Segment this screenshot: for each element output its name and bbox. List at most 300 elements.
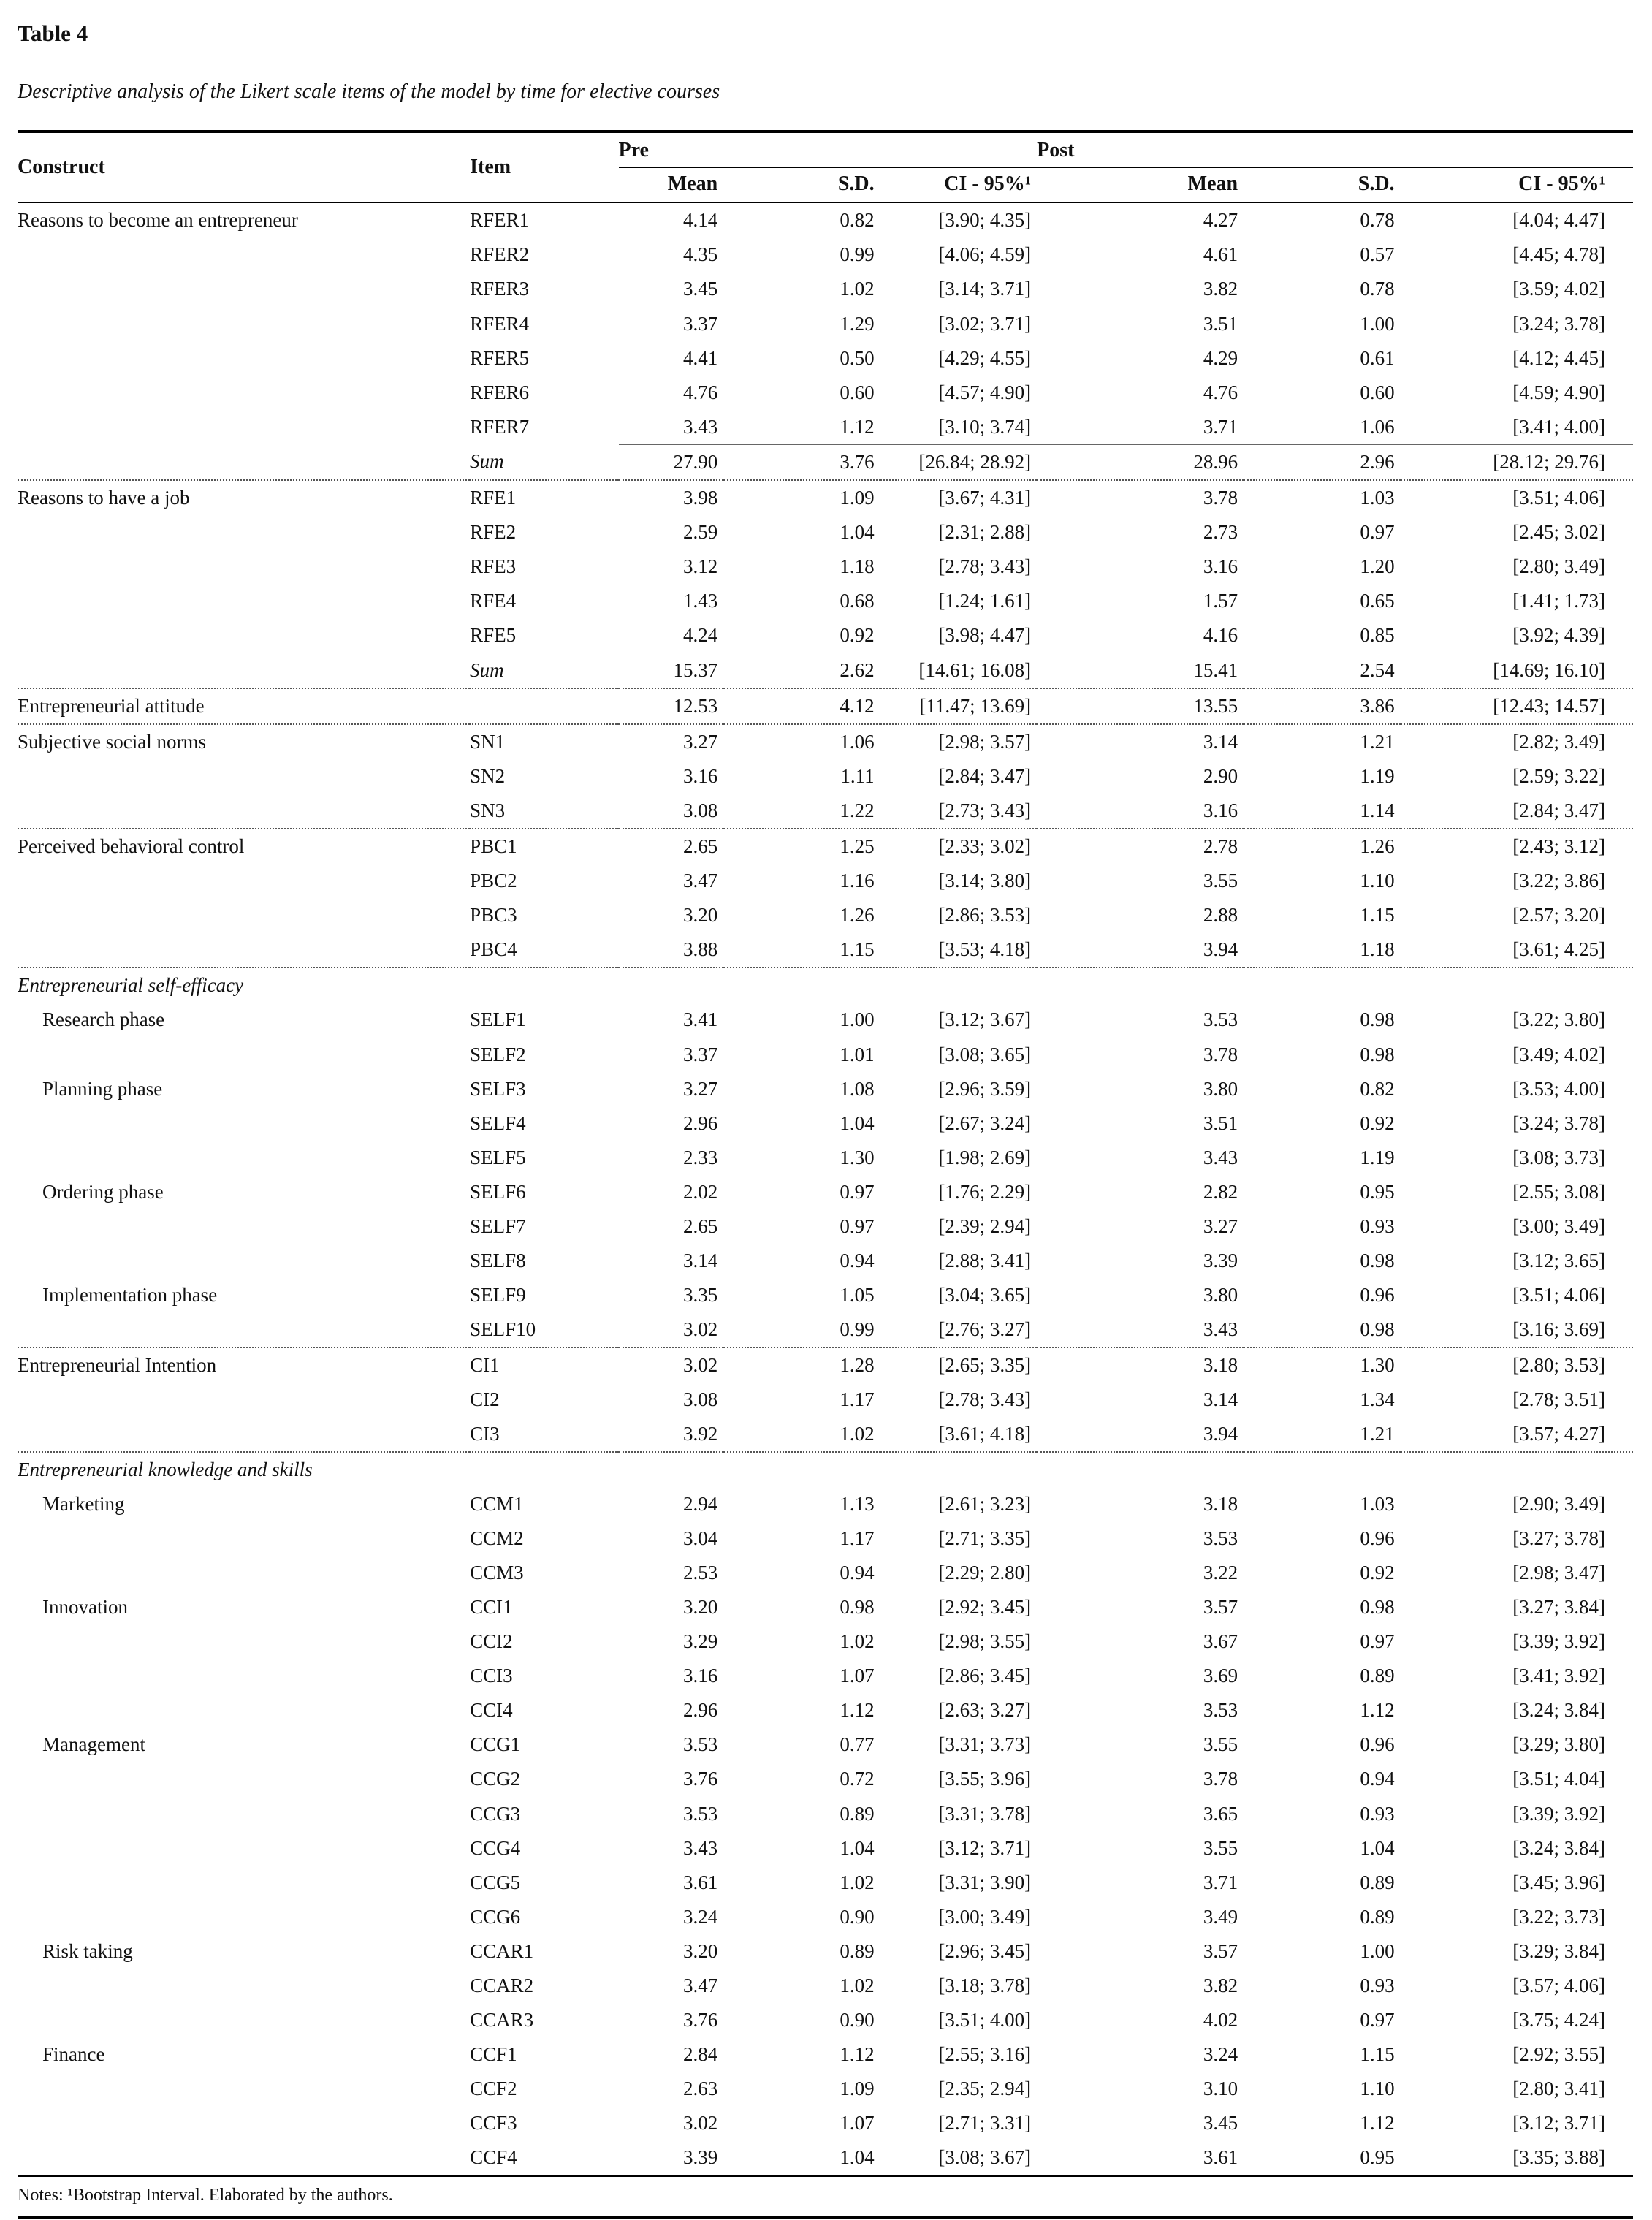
construct-cell: Reasons to have a job [18, 480, 470, 515]
item-cell: SELF4 [470, 1111, 526, 1134]
value-cell-pre-sd: 1.06 [723, 724, 880, 759]
value-cell-pre-mean: 3.53 [682, 1802, 718, 1825]
value-cell-pre-mean: 4.35 [682, 243, 718, 266]
value-cell-post-sd: 0.92 [1360, 1111, 1395, 1134]
construct-cell [18, 618, 470, 653]
table-row [18, 1278, 1633, 1312]
construct-cell [18, 2003, 470, 2037]
table-row [18, 1106, 1633, 1141]
value-cell-post-ci: [3.39; 3.92] [1512, 1630, 1605, 1653]
table-row [18, 202, 1633, 237]
value-cell-post-sd: 0.93 [1360, 1974, 1395, 1996]
item-cell: SELF1 [470, 1008, 526, 1031]
value-cell-post-mean: 3.57 [1203, 1596, 1238, 1619]
value-cell-post-ci: [3.61; 4.25] [1512, 938, 1605, 961]
value-cell-pre-ci: [2.84; 3.47] [938, 765, 1032, 788]
value-cell-pre-sd: 1.04 [840, 2146, 875, 2168]
value-cell-pre-ci: [1.98; 2.69] [938, 1146, 1032, 1168]
descriptive-stats-table [18, 130, 1633, 2177]
table-row [18, 2003, 1633, 2037]
value-cell-pre-ci: [3.51; 4.00] [938, 2008, 1032, 2031]
value-cell-pre-mean: 2.59 [682, 520, 718, 543]
item-cell: RFE2 [470, 520, 517, 543]
value-cell-post-mean: 3.16 [1203, 799, 1238, 822]
col-header-pre-sd: S.D. [723, 167, 880, 202]
value-cell-pre-mean: 2.63 [682, 2077, 718, 2099]
value-cell-pre-mean: 3.35 [682, 1283, 718, 1306]
construct-cell: Planning phase [42, 1077, 163, 1100]
value-cell-post-ci: [4.45; 4.78] [1512, 243, 1605, 266]
value-cell-pre-sd: 1.02 [840, 1630, 875, 1653]
value-cell-post-mean: 13.55 [1037, 688, 1244, 724]
value-cell-pre-sd: 0.60 [840, 381, 875, 403]
value-cell-post-mean: 2.90 [1203, 765, 1238, 788]
value-cell-post-sd: 0.98 [1360, 1043, 1395, 1065]
value-cell-post-sd: 1.10 [1360, 870, 1395, 892]
value-cell-pre-sd: 1.02 [840, 278, 875, 300]
construct-cell: Finance [42, 2042, 105, 2065]
table-row [18, 724, 1633, 759]
item-cell: CCI1 [470, 1596, 513, 1619]
value-cell-post-ci: [2.98; 3.47] [1512, 1562, 1605, 1584]
value-cell-post-sd: 1.21 [1360, 1423, 1395, 1445]
value-cell-pre-ci: [26.84; 28.92] [880, 444, 1037, 480]
table-row [18, 1487, 1633, 1521]
construct-cell [18, 1693, 470, 1727]
value-cell-pre-mean: 1.43 [682, 589, 718, 612]
value-cell-post-ci: [3.27; 3.84] [1512, 1596, 1605, 1619]
table-row [18, 1727, 1633, 1762]
value-cell-post-ci: [3.12; 3.65] [1512, 1249, 1605, 1271]
value-cell-post-ci: [4.12; 4.45] [1512, 346, 1605, 369]
construct-cell [18, 759, 470, 794]
construct-cell: Subjective social norms [18, 724, 470, 759]
value-cell-pre-ci: [2.39; 2.94] [938, 1214, 1032, 1237]
value-cell-post-sd: 0.82 [1360, 1077, 1395, 1100]
value-cell-pre-sd: 1.12 [840, 415, 875, 438]
item-cell: RFE5 [470, 624, 517, 647]
construct-cell [18, 307, 470, 341]
value-cell-pre-sd: 1.15 [840, 938, 875, 961]
value-cell-pre-sd: 0.50 [840, 346, 875, 369]
value-cell-pre-mean: 2.53 [682, 1562, 718, 1584]
value-cell-post-ci: [28.12; 29.76] [1401, 444, 1633, 480]
value-cell-pre-sd: 0.98 [840, 1596, 875, 1619]
item-cell: CI2 [470, 1388, 500, 1410]
construct-cell [18, 1209, 470, 1244]
item-cell: PBC1 [470, 829, 618, 864]
value-cell-post-ci: [3.53; 4.00] [1512, 1077, 1605, 1100]
item-cell: SELF9 [470, 1283, 526, 1306]
item-cell: CCG5 [470, 1871, 521, 1893]
table-body [18, 202, 1633, 2175]
value-cell-post-sd: 0.92 [1360, 1562, 1395, 1584]
item-cell: CCAR1 [470, 1939, 534, 1962]
item-cell: SELF2 [470, 1043, 526, 1065]
table-row [18, 272, 1633, 306]
construct-cell [18, 444, 470, 480]
table-notes: Notes: ¹Bootstrap Interval. Elaborated by the authors. [18, 2186, 393, 2205]
value-cell-pre-sd: 1.08 [840, 1077, 875, 1100]
item-cell: RFE4 [470, 589, 517, 612]
table-row [18, 1003, 1633, 1037]
value-cell-post-ci: [3.24; 3.78] [1512, 312, 1605, 335]
value-cell-post-mean: 3.53 [1203, 1008, 1238, 1031]
value-cell-pre-sd: 1.30 [840, 1146, 875, 1168]
value-cell-pre-mean: 3.47 [682, 870, 718, 892]
table-row [18, 1969, 1633, 2003]
value-cell-post-mean: 3.57 [1203, 1939, 1238, 1962]
table-row [18, 550, 1633, 584]
item-cell: CCM1 [470, 1493, 524, 1516]
value-cell-post-mean: 3.67 [1203, 1630, 1238, 1653]
value-cell-post-ci: [2.82; 3.49] [1401, 724, 1633, 759]
construct-cell [18, 272, 470, 306]
value-cell-post-mean: 3.69 [1203, 1665, 1238, 1687]
value-cell-pre-ci: [2.71; 3.31] [938, 2111, 1032, 2134]
value-cell-post-ci: [12.43; 14.57] [1401, 688, 1633, 724]
table-row [18, 2072, 1633, 2106]
value-cell-pre-ci: [2.96; 3.59] [938, 1077, 1032, 1100]
construct-cell [18, 1624, 470, 1659]
item-cell: CCG2 [470, 1768, 521, 1790]
value-cell-post-ci: [1.41; 1.73] [1512, 589, 1605, 612]
table-row [18, 1417, 1633, 1452]
value-cell-post-mean: 3.51 [1203, 312, 1238, 335]
value-cell-pre-sd: 0.97 [840, 1180, 875, 1203]
value-cell-pre-mean: 3.37 [682, 312, 718, 335]
value-cell-pre-mean: 3.45 [682, 278, 718, 300]
value-cell-pre-ci: [2.63; 3.27] [938, 1699, 1032, 1722]
value-cell-pre-mean: 3.61 [682, 1871, 718, 1893]
value-cell-pre-ci: [2.78; 3.43] [938, 1388, 1032, 1410]
value-cell-pre-mean: 2.84 [682, 2042, 718, 2065]
value-cell-post-ci: [2.55; 3.08] [1512, 1180, 1605, 1203]
value-cell-post-mean: 3.80 [1203, 1077, 1238, 1100]
value-cell-post-mean: 3.55 [1203, 1733, 1238, 1756]
value-cell-post-mean: 3.27 [1203, 1214, 1238, 1237]
value-cell-post-ci: [2.57; 3.20] [1512, 904, 1605, 927]
value-cell-pre-mean: 3.39 [682, 2146, 718, 2168]
value-cell-pre-ci: [3.31; 3.78] [938, 1802, 1032, 1825]
value-cell-pre-ci: [2.98; 3.55] [938, 1630, 1032, 1653]
value-cell-post-ci: [3.45; 3.96] [1512, 1871, 1605, 1893]
construct-cell [18, 1659, 470, 1693]
value-cell-post-mean: 4.16 [1203, 623, 1238, 646]
value-cell-post-sd: 0.85 [1360, 623, 1395, 646]
col-header-pre-ci: CI - 95%¹ [880, 167, 1037, 202]
value-cell-post-sd: 1.04 [1360, 1836, 1395, 1859]
construct-cell [18, 932, 470, 968]
value-cell-post-sd: 0.96 [1360, 1527, 1395, 1550]
item-cell: CCF1 [470, 2042, 517, 2065]
construct-cell: Entrepreneurial attitude [18, 688, 470, 724]
item-cell: CCI3 [470, 1665, 513, 1687]
value-cell-post-sd: 0.57 [1360, 243, 1395, 266]
value-cell-pre-sd: 0.68 [840, 589, 875, 612]
value-cell-pre-mean: 3.37 [682, 1043, 718, 1065]
table-row [18, 1038, 1633, 1072]
value-cell-post-sd: 1.15 [1360, 2042, 1395, 2065]
value-cell-pre-ci: [3.14; 3.71] [938, 278, 1032, 300]
value-cell-post-sd: 0.65 [1360, 589, 1395, 612]
value-cell-post-sd: 0.89 [1360, 1665, 1395, 1687]
value-cell-post-sd: 0.96 [1360, 1283, 1395, 1306]
value-cell-post-mean: 3.53 [1203, 1527, 1238, 1550]
col-group-post: Post [1037, 132, 1633, 167]
value-cell-post-mean: 3.78 [1037, 480, 1244, 515]
item-cell: CCAR2 [470, 1974, 534, 1996]
value-cell-pre-mean: 3.29 [682, 1630, 718, 1653]
value-cell-post-mean: 4.27 [1203, 209, 1238, 232]
value-cell-post-mean: 3.82 [1203, 278, 1238, 300]
value-cell-pre-sd: 0.90 [840, 2008, 875, 2031]
value-cell-pre-sd: 1.02 [840, 1871, 875, 1893]
value-cell-post-sd: 0.89 [1360, 1871, 1395, 1893]
value-cell-post-mean: 3.49 [1203, 1905, 1238, 1928]
table-row [18, 584, 1633, 618]
value-cell-pre-mean: 3.41 [682, 1008, 718, 1031]
value-cell-pre-sd: 4.12 [723, 688, 880, 724]
construct-cell [18, 1900, 470, 1934]
value-cell-pre-mean: 3.98 [619, 480, 724, 515]
value-cell-post-mean: 3.14 [1203, 1388, 1238, 1410]
value-cell-pre-sd: 0.92 [840, 623, 875, 646]
item-cell: SN3 [470, 799, 506, 822]
value-cell-pre-mean: 3.12 [682, 555, 718, 577]
table-row [18, 444, 1633, 480]
value-cell-pre-sd: 0.99 [840, 1318, 875, 1340]
value-cell-post-ci: [3.57; 4.06] [1512, 1974, 1605, 1996]
construct-cell: Reasons to become an entrepreneur [18, 209, 298, 232]
value-cell-pre-ci: [1.24; 1.61] [938, 589, 1032, 612]
construct-cell [18, 898, 470, 932]
value-cell-pre-sd: 1.02 [840, 1423, 875, 1445]
value-cell-post-ci: [3.59; 4.02] [1512, 278, 1605, 300]
value-cell-post-sd: 1.21 [1244, 724, 1400, 759]
value-cell-pre-sd: 0.90 [840, 1905, 875, 1928]
value-cell-pre-mean: 3.53 [682, 1733, 718, 1756]
value-cell-post-ci: [2.84; 3.47] [1512, 799, 1605, 822]
construct-cell [18, 794, 470, 829]
table-row [18, 829, 1633, 864]
value-cell-post-sd: 1.12 [1360, 1699, 1395, 1722]
value-cell-pre-sd: 0.97 [840, 1214, 875, 1237]
value-cell-pre-ci: [4.29; 4.55] [938, 346, 1032, 369]
construct-cell [18, 1797, 470, 1831]
value-cell-post-sd: 0.78 [1360, 278, 1395, 300]
value-cell-post-ci: [2.80; 3.41] [1512, 2077, 1605, 2099]
value-cell-post-ci: [3.29; 3.84] [1512, 1939, 1605, 1962]
table-row [18, 410, 1633, 445]
construct-cell [18, 1762, 470, 1796]
table-row [18, 1556, 1633, 1590]
col-header-pre-mean: Mean [619, 167, 724, 202]
value-cell-pre-sd: 1.13 [840, 1493, 875, 1516]
value-cell-post-mean: 3.18 [1203, 1493, 1238, 1516]
value-cell-post-sd: 1.26 [1244, 829, 1400, 864]
value-cell-pre-ci: [2.31; 2.88] [938, 520, 1032, 543]
item-cell: CCI2 [470, 1630, 513, 1653]
value-cell-pre-mean: 27.90 [619, 444, 724, 480]
item-cell: RFER6 [470, 381, 530, 403]
value-cell-pre-ci: [3.00; 3.49] [938, 1905, 1032, 1928]
construct-cell [18, 2140, 470, 2176]
value-cell-pre-sd: 0.99 [840, 243, 875, 266]
construct-section-label: Entrepreneurial knowledge and skills [18, 1452, 1633, 1487]
table-row [18, 1452, 1633, 1487]
value-cell-pre-ci: [2.76; 3.27] [938, 1318, 1032, 1340]
value-cell-pre-sd: 1.01 [840, 1043, 875, 1065]
construct-cell [18, 1831, 470, 1866]
value-cell-pre-mean: 3.24 [682, 1905, 718, 1928]
table-row [18, 1175, 1633, 1209]
value-cell-post-sd: 1.20 [1360, 555, 1395, 577]
item-cell: SELF3 [470, 1077, 526, 1100]
value-cell-pre-ci: [3.53; 4.18] [938, 938, 1032, 961]
table-row [18, 1072, 1633, 1106]
value-cell-pre-mean: 2.02 [682, 1180, 718, 1203]
table-row [18, 1831, 1633, 1866]
value-cell-pre-ci: [4.57; 4.90] [938, 381, 1032, 403]
value-cell-pre-mean: 3.02 [619, 1347, 724, 1383]
table-row [18, 1866, 1633, 1900]
value-cell-post-mean: 3.24 [1203, 2042, 1238, 2065]
value-cell-post-mean: 2.78 [1037, 829, 1244, 864]
value-cell-pre-mean: 2.65 [682, 1214, 718, 1237]
value-cell-pre-sd: 1.07 [840, 1665, 875, 1687]
value-cell-post-ci: [3.12; 3.71] [1512, 2111, 1605, 2134]
value-cell-pre-mean: 3.14 [682, 1249, 718, 1271]
table-row [18, 1693, 1633, 1727]
value-cell-post-ci: [3.51; 4.04] [1512, 1768, 1605, 1790]
value-cell-post-ci: [3.22; 3.73] [1512, 1905, 1605, 1928]
value-cell-post-ci: [2.78; 3.51] [1512, 1388, 1605, 1410]
item-cell: CCI4 [470, 1699, 513, 1722]
value-cell-post-sd: 2.96 [1244, 444, 1400, 480]
item-cell: SELF6 [470, 1180, 526, 1203]
value-cell-pre-mean: 3.47 [682, 1974, 718, 1996]
item-cell: RFE3 [470, 555, 517, 577]
value-cell-post-ci: [4.04; 4.47] [1512, 209, 1605, 232]
item-cell: CCG3 [470, 1802, 521, 1825]
construct-cell [18, 515, 470, 550]
value-cell-post-ci: [3.16; 3.69] [1512, 1318, 1605, 1340]
value-cell-pre-mean: 4.41 [682, 346, 718, 369]
value-cell-pre-sd: 1.04 [840, 1111, 875, 1134]
construct-cell [18, 1244, 470, 1278]
value-cell-pre-ci: [2.67; 3.24] [938, 1111, 1032, 1134]
value-cell-post-sd: 1.00 [1360, 312, 1395, 335]
value-cell-post-sd: 1.19 [1360, 765, 1395, 788]
value-cell-post-sd: 0.94 [1360, 1768, 1395, 1790]
value-cell-post-ci: [2.43; 3.12] [1401, 829, 1633, 864]
value-cell-post-ci: [4.59; 4.90] [1512, 381, 1605, 403]
table-row [18, 759, 1633, 794]
table-row [18, 2140, 1633, 2176]
value-cell-post-mean: 3.55 [1203, 870, 1238, 892]
value-cell-post-ci: [3.41; 3.92] [1512, 1665, 1605, 1687]
construct-cell [18, 376, 470, 410]
construct-cell [18, 550, 470, 584]
construct-cell [18, 237, 470, 272]
item-cell: SN1 [470, 724, 618, 759]
value-cell-pre-ci: [3.31; 3.73] [938, 1733, 1032, 1756]
value-cell-post-mean: 1.57 [1203, 589, 1238, 612]
value-cell-post-mean: 4.61 [1203, 243, 1238, 266]
value-cell-pre-ci: [2.35; 2.94] [938, 2077, 1032, 2099]
value-cell-pre-sd: 1.17 [840, 1388, 875, 1410]
item-cell: SN2 [470, 765, 506, 788]
table-row [18, 1521, 1633, 1556]
item-cell: PBC2 [470, 870, 517, 892]
table-row [18, 1141, 1633, 1175]
value-cell-pre-ci: [3.12; 3.67] [938, 1008, 1032, 1031]
value-cell-post-sd: 0.61 [1360, 346, 1395, 369]
table-row [18, 1797, 1633, 1831]
table-row [18, 1383, 1633, 1417]
value-cell-post-sd: 1.03 [1360, 1493, 1395, 1516]
item-cell: CCAR3 [470, 2008, 534, 2031]
value-cell-post-ci: [3.51; 4.06] [1512, 1283, 1605, 1306]
table-row [18, 932, 1633, 968]
value-cell-pre-sd: 0.82 [840, 209, 875, 232]
value-cell-pre-sd: 0.94 [840, 1562, 875, 1584]
value-cell-post-sd: 2.54 [1244, 653, 1400, 688]
value-cell-pre-ci: [3.31; 3.90] [938, 1871, 1032, 1893]
value-cell-pre-sd: 1.04 [840, 520, 875, 543]
value-cell-post-sd: 1.14 [1360, 799, 1395, 822]
value-cell-pre-sd: 1.28 [723, 1347, 880, 1383]
value-cell-post-sd: 0.96 [1360, 1733, 1395, 1756]
value-cell-post-mean: 3.14 [1037, 724, 1244, 759]
table-row [18, 515, 1633, 550]
value-cell-pre-mean: 3.16 [682, 1665, 718, 1687]
table-row [18, 2106, 1633, 2140]
value-cell-post-sd: 0.95 [1360, 2146, 1395, 2168]
value-cell-pre-mean: 3.76 [682, 1768, 718, 1790]
item-cell: RFER5 [470, 346, 530, 369]
value-cell-pre-mean: 3.02 [682, 1318, 718, 1340]
value-cell-pre-sd: 1.09 [723, 480, 880, 515]
value-cell-pre-mean: 3.43 [682, 415, 718, 438]
table-row [18, 688, 1633, 724]
construct-cell: Entrepreneurial Intention [18, 1347, 470, 1383]
value-cell-post-ci: [3.29; 3.80] [1512, 1733, 1605, 1756]
table-row [18, 898, 1633, 932]
value-cell-post-sd: 0.78 [1360, 209, 1395, 232]
value-cell-pre-mean: 2.33 [682, 1146, 718, 1168]
value-cell-pre-ci: [3.10; 3.74] [938, 415, 1032, 438]
value-cell-pre-mean: 3.20 [682, 904, 718, 927]
value-cell-post-ci: [2.92; 3.55] [1512, 2042, 1605, 2065]
item-cell [470, 688, 618, 724]
item-cell: RFER1 [470, 209, 530, 232]
construct-cell: Implementation phase [42, 1283, 218, 1306]
value-cell-pre-mean: 3.08 [682, 799, 718, 822]
value-cell-pre-sd: 1.17 [840, 1527, 875, 1550]
item-cell: CCG1 [470, 1733, 521, 1756]
value-cell-pre-ci: [2.55; 3.16] [938, 2042, 1032, 2065]
item-cell: Sum [470, 450, 504, 473]
value-cell-post-mean: 3.39 [1203, 1249, 1238, 1271]
value-cell-pre-sd: 1.05 [840, 1283, 875, 1306]
value-cell-pre-ci: [3.18; 3.78] [938, 1974, 1032, 1996]
value-cell-pre-sd: 1.11 [840, 765, 875, 788]
value-cell-post-mean: 3.65 [1203, 1802, 1238, 1825]
value-cell-pre-mean: 3.20 [682, 1596, 718, 1619]
value-cell-pre-sd: 3.76 [723, 444, 880, 480]
